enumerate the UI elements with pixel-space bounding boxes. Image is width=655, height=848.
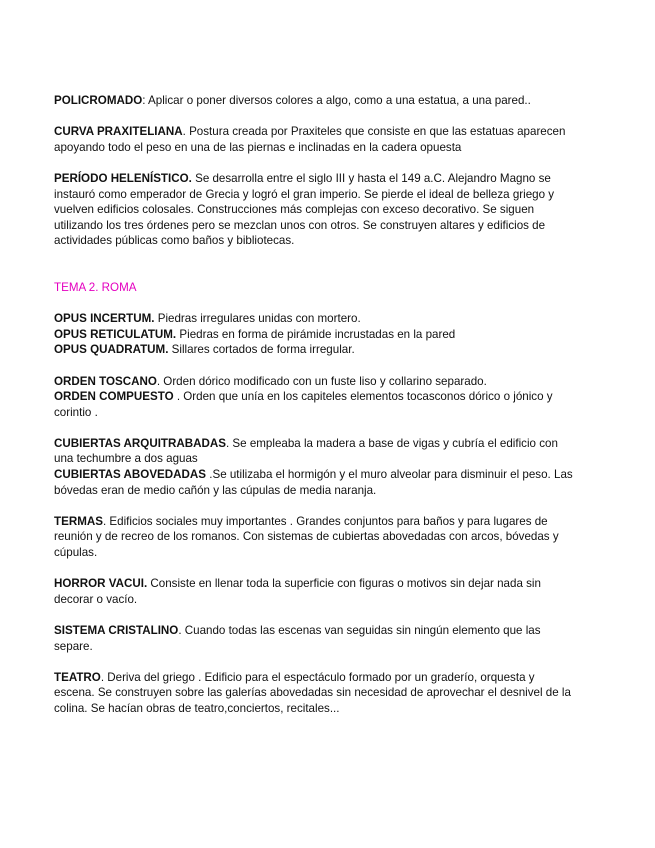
entry-text: Piedras en forma de pirámide incrustadas en la pared bbox=[176, 327, 456, 341]
entry-text: : Aplicar o poner diversos colores a algo, como a una estatua, a una pared.. bbox=[142, 94, 531, 107]
entry-text: Se desarrolla entre el siglo III y hasta el 149 a.C. Alejandro Magno se instauró como emperador de Grecia y logró el gran imperio. Se pierde el ideal de belleza griego y vuelven edificios colosales. Construcciones más complejas con exceso decorativo. Se siguen utilizando los tres órdenes pero se mezclan unos con otros. Se construyen altares y edificios de actividades públicas como baños y bibliotecas. bbox=[54, 171, 555, 248]
entry-cubiertas-arquitrabadas bbox=[54, 436, 574, 467]
entry-term: TERMAS bbox=[54, 514, 103, 528]
entry-term: CURVA PRAXITELIANA bbox=[54, 125, 183, 139]
entry-term: ORDEN COMPUESTO bbox=[54, 390, 174, 404]
entry-term: CUBIERTAS ARQUITRABADAS bbox=[54, 436, 226, 450]
entry-term: PERÍODO HELENÍSTICO. bbox=[54, 171, 192, 185]
entry-term: TEATRO bbox=[54, 670, 101, 684]
entry-text: . Se empleaba la madera a base de vigas y cubría el edificio con una techumbre a dos aguas bbox=[54, 436, 558, 466]
entry-text: . Orden que unía en los capiteles elementos tocasconos dórico o jónico y corintio . bbox=[54, 390, 553, 419]
entry-cubiertas-abovedadas bbox=[54, 467, 574, 498]
entry-text: . Postura creada por Praxiteles que consiste en que las estatuas aparecen apoyando todo el peso en una de las piernas e inclinadas en la cadera opuesta bbox=[54, 125, 566, 154]
document-page bbox=[54, 93, 574, 717]
entry-opus-reticulatum bbox=[54, 327, 574, 343]
entry-term: CUBIERTAS ABOVEDADAS bbox=[54, 468, 207, 482]
entry-teatro bbox=[54, 670, 574, 717]
entry-horror-vacui bbox=[54, 576, 574, 607]
entry-term: SISTEMA CRISTALINO bbox=[54, 624, 179, 637]
entry-text: .Se utilizaba el hormigón y el muro alveolar para disminuir el peso. Las bóvedas eran de medio cañón y las cúpulas de media naranja. bbox=[54, 468, 573, 497]
entry-text: Piedras irregulares unidas con mortero. bbox=[154, 312, 361, 326]
entry-term: HORROR VACUI. bbox=[54, 577, 148, 591]
entry-text: Sillares cortados de forma irregular. bbox=[168, 343, 355, 357]
entry-term: ORDEN TOSCANO bbox=[54, 374, 157, 388]
entry-term: OPUS INCERTUM. bbox=[54, 312, 155, 326]
entry-term: OPUS QUADRATUM. bbox=[54, 343, 169, 357]
entry-sistema-cristalino bbox=[54, 623, 574, 654]
entry-text: Consiste en llenar toda la superficie con figuras o motivos sin dejar nada sin decorar o vacío. bbox=[54, 577, 541, 606]
entry-opus-incertum bbox=[54, 311, 574, 327]
entry-curva-praxiteliana bbox=[54, 124, 574, 155]
entry-policromado bbox=[54, 93, 574, 109]
entry-opus-quadratum bbox=[54, 342, 574, 358]
entry-text: . Orden dórico modificado con un fuste liso y collarino separado. bbox=[156, 374, 487, 388]
entry-text: . Edificios sociales muy importantes . Grandes conjuntos para baños y para lugares de reunión y de recreo de los romanos. Con sistemas de cubiertas abovedadas con arcos, bóvedas y cúpulas. bbox=[54, 514, 559, 560]
entry-periodo-helenistico bbox=[54, 171, 574, 249]
entry-text: . Cuando todas las escenas van seguidas sin ningún elemento que las separe. bbox=[54, 624, 541, 653]
entry-termas bbox=[54, 514, 574, 561]
entry-text: . Deriva del griego . Edificio para el espectáculo formado por un graderío, orquesta y escena. Se construyen sobre las galerías abovedadas sin necesidad de aprovechar el desnivel de la colina. Se hacían obras de teatro,conciertos, recitales... bbox=[54, 670, 571, 715]
entry-term: POLICROMADO bbox=[54, 94, 143, 107]
entry-orden-toscano bbox=[54, 374, 574, 390]
entry-orden-compuesto bbox=[54, 389, 574, 420]
entry-term: OPUS RETICULATUM. bbox=[54, 327, 177, 341]
section-heading: TEMA 2. ROMA bbox=[54, 280, 137, 294]
